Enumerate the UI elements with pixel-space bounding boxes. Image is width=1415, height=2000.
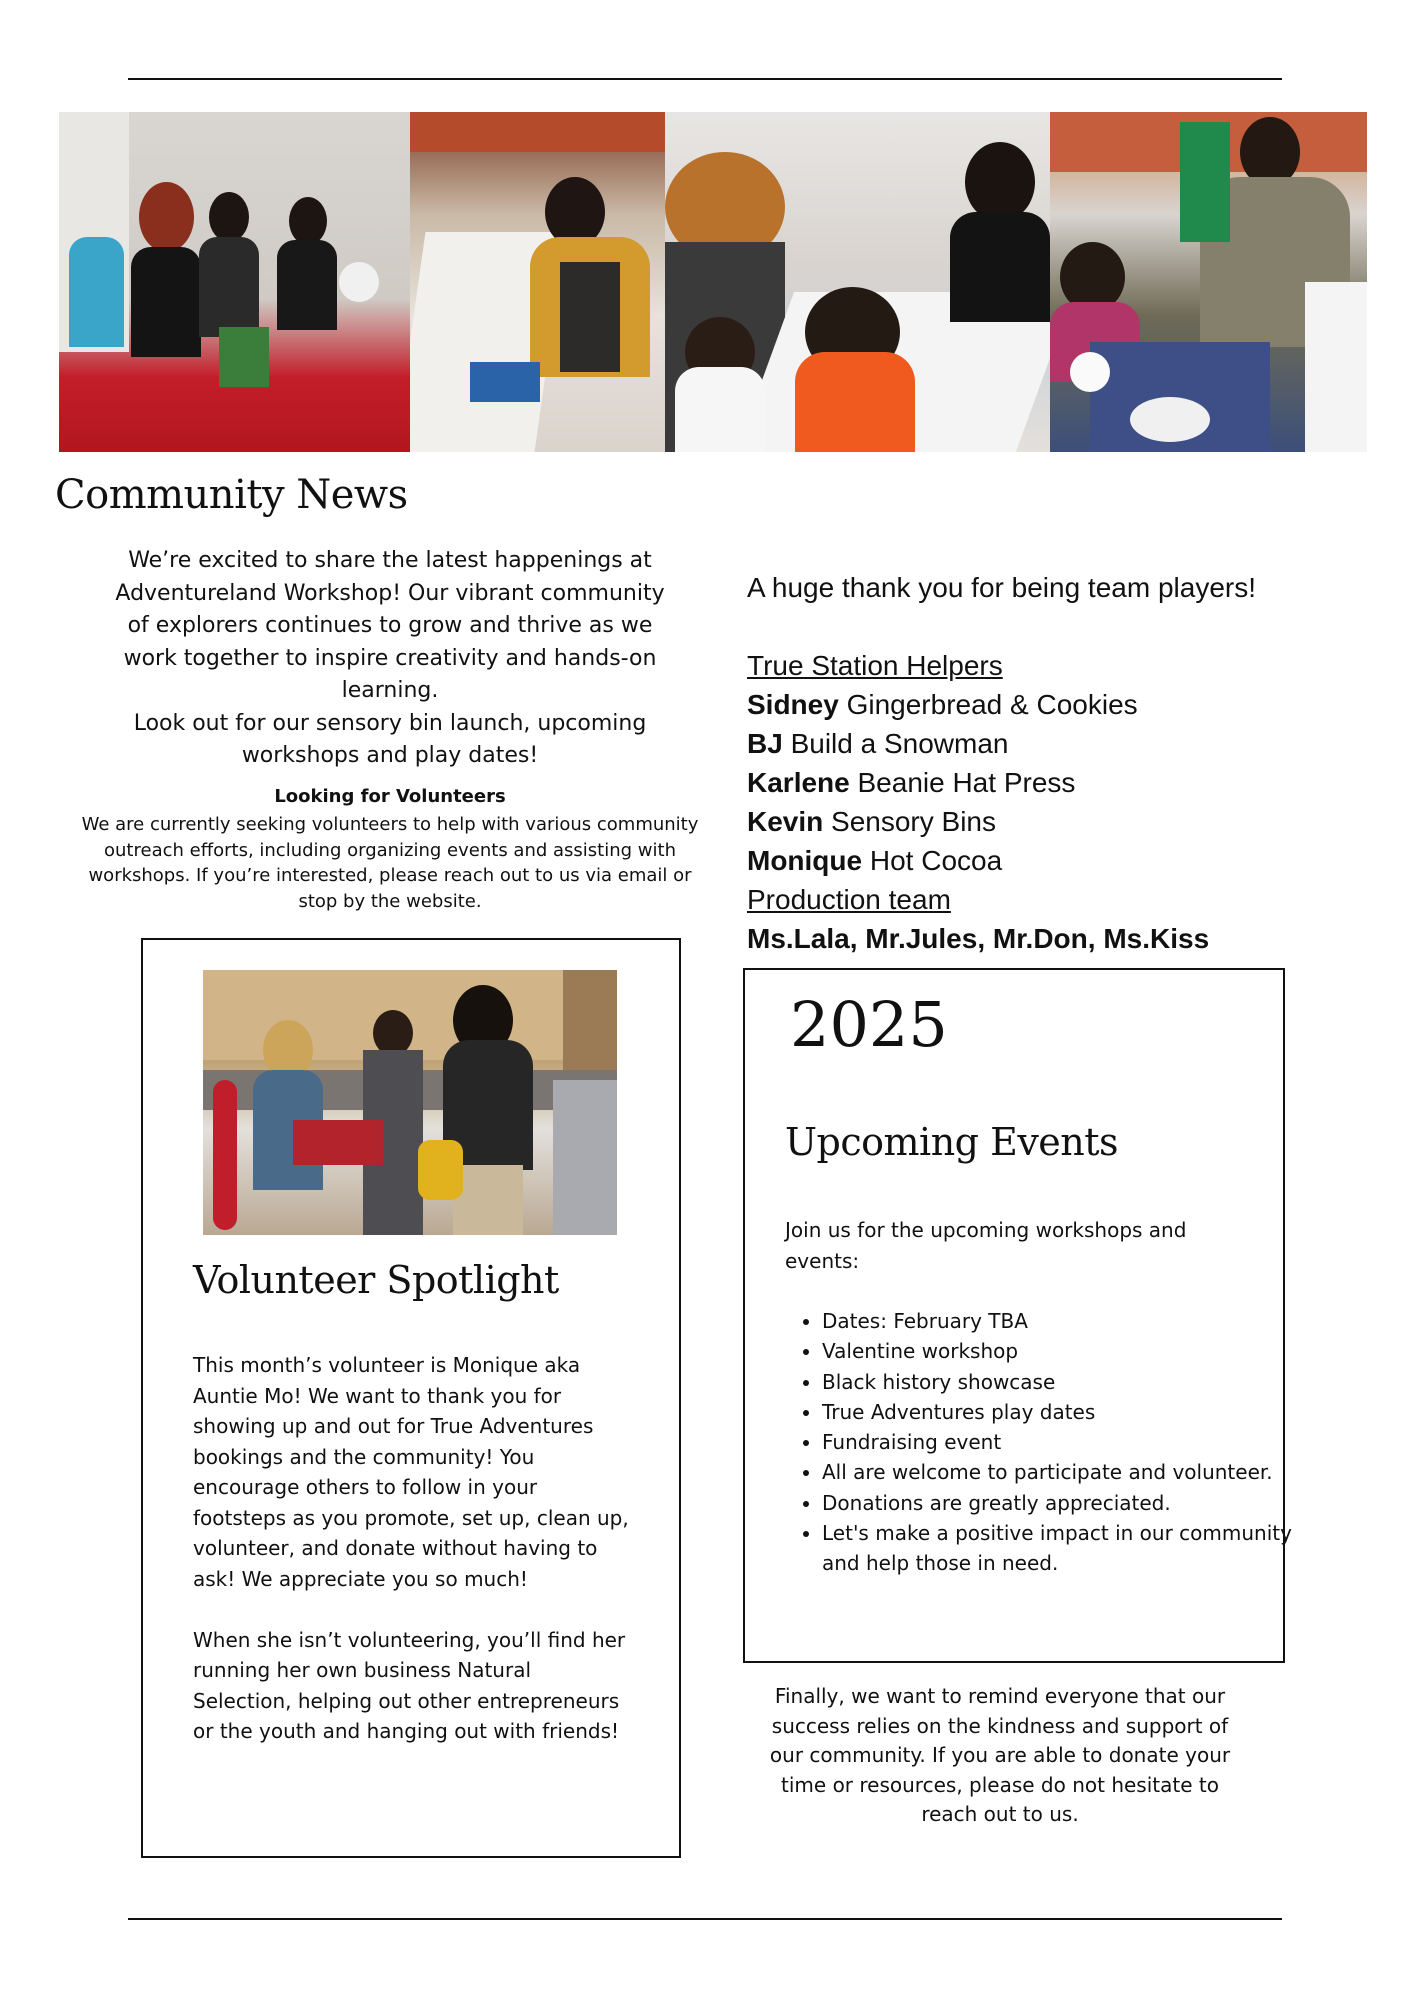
station-helper-item: Karlene Beanie Hat Press — [747, 767, 1076, 798]
community-intro-text: We’re excited to share the latest happenings at Adventureland Workshop! Our vibrant community of explorers continues to grow and thrive as we work together to inspire creativity and hands-on learning. Look out for our sensory bin launch, upcoming workshops and play dates! — [115, 548, 665, 768]
photo-craft-table — [410, 112, 665, 452]
community-news-heading: Community News — [55, 472, 408, 518]
spotlight-paragraph: When she isn’t volunteering, you’ll find her running her own business Natural Selection, helping out other entrepreneurs or the youth and hanging out with friends! — [193, 1627, 626, 1743]
upcoming-events-intro: Join us for the upcoming workshops and events: — [785, 1218, 1187, 1273]
thank-you-headline: A huge thank you for being team players! — [747, 572, 1256, 603]
photo-cocoa-station — [1050, 112, 1367, 452]
volunteer-spotlight-text — [193, 1350, 633, 1747]
volunteer-spotlight-box — [141, 938, 681, 1858]
volunteer-spotlight-heading: Volunteer Spotlight — [193, 1258, 559, 1302]
volunteers-callout-title: Looking for Volunteers — [274, 786, 506, 807]
thank-you-section — [747, 568, 1347, 958]
event-list-item: • Black history showcase — [822, 1367, 1292, 1397]
event-list-item: • True Adventures play dates — [822, 1397, 1292, 1427]
event-list-item: • All are welcome to participate and volunteer. — [822, 1457, 1292, 1487]
production-team-heading: Production team — [747, 884, 951, 915]
spotlight-paragraph: This month’s volunteer is Monique aka Auntie Mo! We want to thank you for showing up and out for True Adventures bookings and the community! You encourage others to follow in your footsteps as you promote, set up, clean up, volunteer, and donate without having to ask! We appreciate you so much! — [193, 1353, 629, 1591]
top-divider — [128, 78, 1282, 80]
event-list-item: • Fundraising event — [822, 1427, 1292, 1457]
closing-message: Finally, we want to remind everyone that our success relies on the kindness and support of our community. If you are able to donate your time or resources, please do not hesitate to reach out to us. — [769, 1684, 1231, 1826]
station-helper-item: BJ Build a Snowman — [747, 728, 1009, 759]
photo-holiday-table — [59, 112, 410, 452]
station-helper-item: Kevin Sensory Bins — [747, 806, 996, 837]
upcoming-events-list — [785, 1306, 1292, 1579]
station-helpers-heading: True Station Helpers — [747, 650, 1003, 681]
photo-kids-ornaments — [665, 112, 1050, 452]
event-list-item: • Donations are greatly appreciated. — [822, 1488, 1292, 1518]
events-year: 2025 — [790, 988, 948, 1061]
station-helper-item: Sidney Gingerbread & Cookies — [747, 689, 1138, 720]
bottom-divider — [128, 1918, 1282, 1920]
event-list-item: • Let's make a positive impact in our community and help those in need. — [822, 1518, 1292, 1579]
volunteers-callout-body: We are currently seeking volunteers to help with various community outreach efforts, including organizing events and assisting with workshops. If you’re interested, please reach out to us via email or stop by the website. — [81, 814, 699, 912]
volunteer-spotlight-photo — [203, 970, 617, 1235]
upcoming-events-box — [743, 968, 1292, 1663]
station-helper-item: Monique Hot Cocoa — [747, 845, 1003, 876]
event-list-item: • Dates: February TBA — [822, 1306, 1292, 1336]
upcoming-events-heading: Upcoming Events — [785, 1120, 1119, 1164]
production-team-members: Ms.Lala, Mr.Jules, Mr.Don, Ms.Kiss — [747, 923, 1210, 954]
event-list-item: • Valentine workshop — [822, 1336, 1292, 1366]
event-photo-collage — [59, 112, 1367, 452]
